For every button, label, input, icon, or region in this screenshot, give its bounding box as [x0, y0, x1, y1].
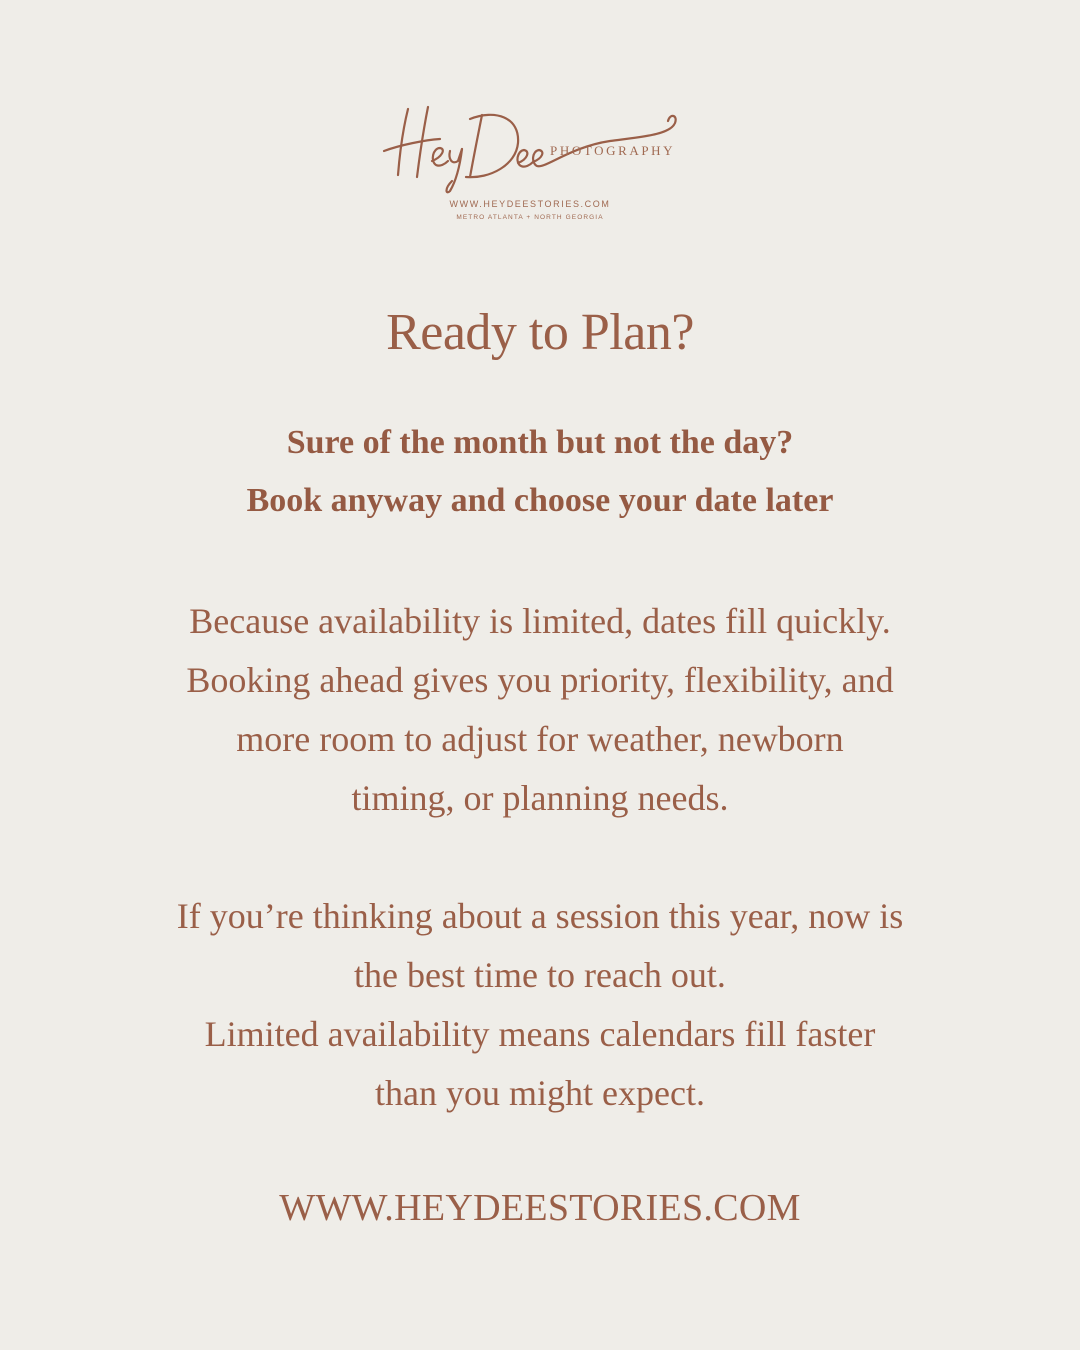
paragraph1-line-1: Because availability is limited, dates fill quickly.	[189, 601, 891, 641]
logo-tagline: PHOTOGRAPHY	[550, 143, 676, 158]
logo-url: WWW.HEYDEESTORIES.COM	[449, 199, 611, 209]
brand-logo	[370, 95, 710, 230]
page-title: Ready to Plan?	[386, 304, 694, 361]
paragraph1-line-3: more room to adjust for weather, newborn	[236, 719, 844, 759]
subheading-line-2: Book anyway and choose your date later	[246, 482, 834, 519]
paragraph2-line-1: If you’re thinking about a session this year, now is	[176, 896, 904, 936]
logo-region: METRO ATLANTA + NORTH GEORGIA	[456, 214, 604, 221]
paragraph2-line-3: Limited availability means calendars fill faster	[204, 1014, 876, 1054]
paragraph2-line-2: the best time to reach out.	[354, 955, 726, 995]
paragraph1-line-2: Booking ahead gives you priority, flexibility, and	[186, 660, 894, 700]
paragraph1-line-4: timing, or planning needs.	[351, 778, 729, 818]
website-link[interactable]: WWW.HEYDEESTORIES.COM	[279, 1187, 801, 1229]
paragraph2-line-4: than you might expect.	[375, 1073, 705, 1113]
subheading-line-1: Sure of the month but not the day?	[286, 424, 794, 461]
